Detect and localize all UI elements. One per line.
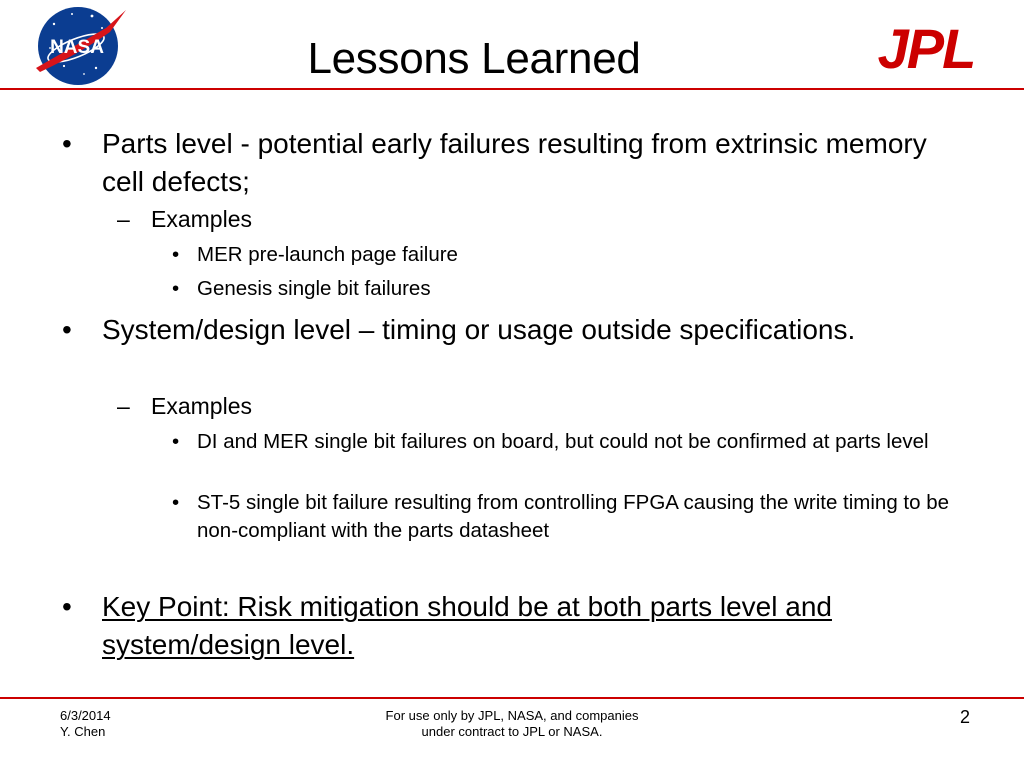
key-point-text: Key Point: Risk mitigation should be at both parts level and system/design level. (102, 591, 832, 660)
example-text: Genesis single bit failures (197, 277, 431, 300)
example-text: DI and MER single bit failures on board, but could not be confirmed at parts level (197, 430, 929, 453)
bullet-dot-icon: • (172, 430, 180, 453)
bullet-dot-icon: • (172, 491, 180, 514)
svg-text:JPL: JPL (877, 18, 975, 76)
sub-bullet-examples (117, 391, 951, 421)
bullet-key-point (62, 588, 972, 664)
bullet-dot-icon: • (62, 314, 72, 345)
footer-notice-line: For use only by JPL, NASA, and companies (385, 708, 639, 723)
dash-icon: – (117, 393, 130, 419)
dash-icon: – (117, 206, 130, 232)
footer-date: 6/3/2014 (60, 708, 111, 723)
example-text: ST-5 single bit failure resulting from controlling FPGA causing the write timing to be non-compliant with the parts datasheet (197, 491, 950, 542)
bullet-dot-icon: • (172, 277, 180, 300)
example-item (172, 489, 977, 545)
bullet-dot-icon: • (172, 243, 180, 266)
footer-notice (352, 708, 672, 740)
sub-bullet-text: Examples (151, 393, 252, 419)
footer-author: Y. Chen (60, 724, 106, 739)
footer-notice-line: under contract to JPL or NASA. (421, 724, 603, 739)
bullet-text: Parts level - potential early failures resulting from extrinsic memory cell defects; (102, 128, 927, 197)
example-item (172, 241, 977, 269)
bullet-parts-level (62, 125, 972, 201)
bullet-system-level (62, 311, 972, 349)
footer-left (60, 708, 111, 740)
sub-bullet-examples (117, 204, 951, 234)
footer-divider (0, 697, 1024, 699)
example-text: MER pre-launch page failure (197, 243, 458, 266)
example-item (172, 428, 977, 456)
svg-text:NASA: NASA (50, 37, 104, 58)
slide-title: Lessons Learned (307, 34, 641, 83)
sub-bullet-text: Examples (151, 206, 252, 232)
page-number: 2 (959, 707, 970, 727)
bullet-text: System/design level – timing or usage outside specifications. (102, 314, 856, 345)
example-item (172, 275, 977, 303)
bullet-dot-icon: • (62, 128, 72, 159)
bullet-dot-icon: • (62, 591, 72, 622)
